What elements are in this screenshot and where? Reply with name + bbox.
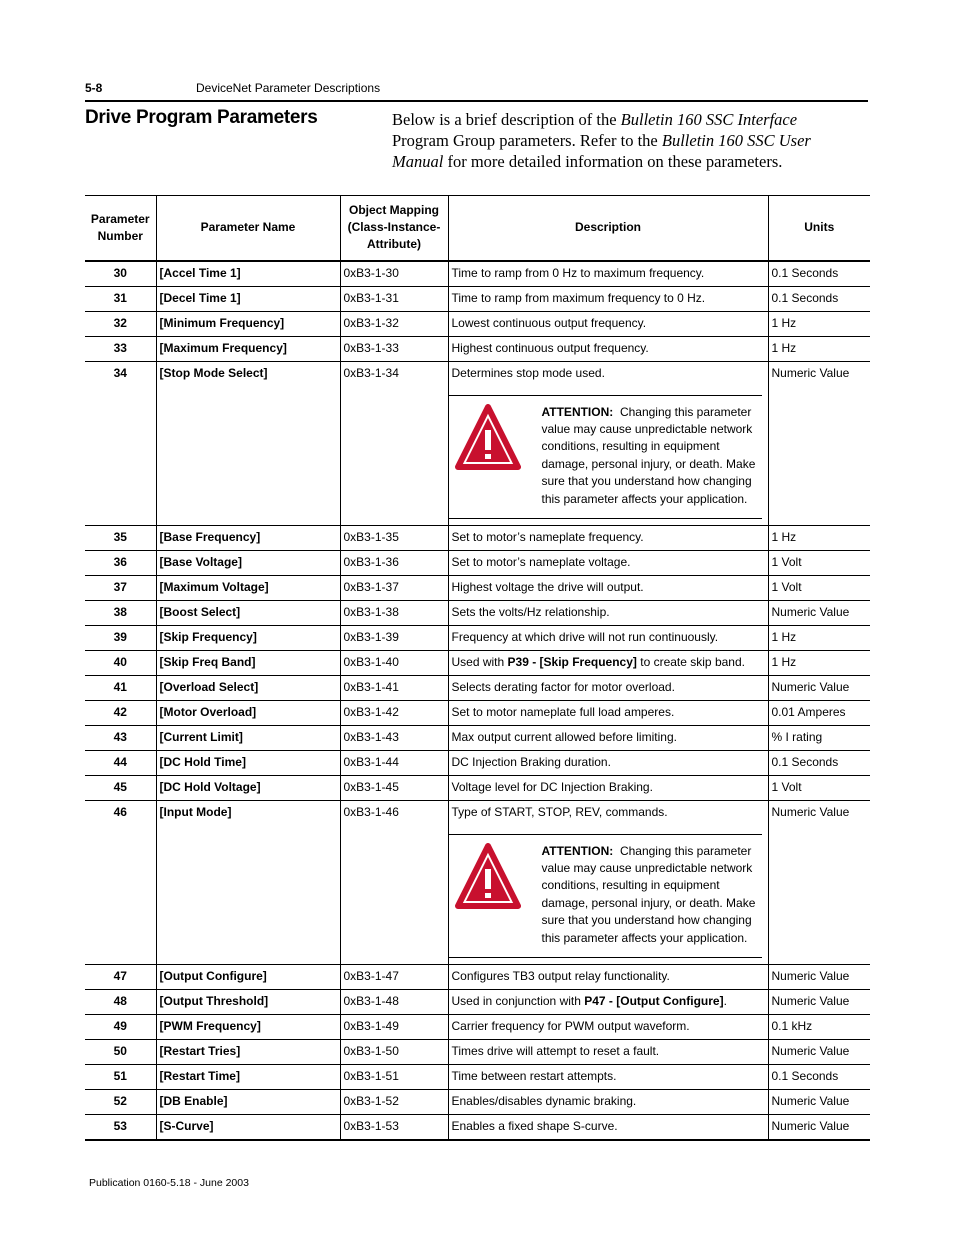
description-text: Highest continuous output frequency. [451,340,649,355]
attention-text [542,843,762,947]
attention-box [449,395,762,519]
page-header [85,80,868,102]
param-number: 32 [85,311,156,336]
col-header-name: Parameter Name [156,196,340,261]
param-units: Numeric Value [768,361,870,525]
table-row [85,600,870,625]
param-mapping: 0xB3-1-39 [340,625,448,650]
param-name: [Motor Overload] [156,700,340,725]
table-row [85,700,870,725]
attention-text [542,404,762,508]
param-units: 0.1 Seconds [768,286,870,311]
param-mapping: 0xB3-1-38 [340,600,448,625]
param-units: Numeric Value [768,600,870,625]
table-row [85,775,870,800]
param-number: 44 [85,750,156,775]
param-number: 39 [85,625,156,650]
param-description [448,575,768,600]
param-mapping: 0xB3-1-33 [340,336,448,361]
param-name: [Minimum Frequency] [156,311,340,336]
description-param-ref: P47 - [Output Configure] [584,993,724,1008]
param-mapping: 0xB3-1-49 [340,1014,448,1039]
param-name: [Base Frequency] [156,525,340,550]
header-title: DeviceNet Parameter Descriptions [196,81,381,95]
description-text: Set to motor’s nameplate voltage. [451,554,631,569]
param-description [448,700,768,725]
page-number: 5-8 [85,81,103,95]
param-number: 46 [85,800,156,964]
param-description [448,964,768,989]
param-mapping: 0xB3-1-42 [340,700,448,725]
param-description [448,286,768,311]
param-description [448,525,768,550]
description-text: Set to motor’s nameplate frequency. [451,529,644,544]
description-text: Time between restart attempts. [451,1068,617,1083]
param-mapping: 0xB3-1-35 [340,525,448,550]
param-name: [S-Curve] [156,1114,340,1140]
intro-text-3: for more detailed information on these parameters. [443,152,783,171]
description-text: DC Injection Braking duration. [451,754,611,769]
param-mapping: 0xB3-1-43 [340,725,448,750]
param-units: 1 Hz [768,336,870,361]
table-row [85,989,870,1014]
param-description [448,1064,768,1089]
intro-paragraph [392,109,842,172]
param-name: [Output Threshold] [156,989,340,1014]
param-units: % I rating [768,725,870,750]
param-description [448,650,768,675]
param-description [448,261,768,287]
param-number: 48 [85,989,156,1014]
description-text: Used with [451,654,508,669]
param-description [448,750,768,775]
param-units: 0.1 Seconds [768,1064,870,1089]
param-description [448,775,768,800]
param-description [448,336,768,361]
param-units: 1 Hz [768,311,870,336]
param-name: [DC Hold Voltage] [156,775,340,800]
param-number: 41 [85,675,156,700]
param-description [448,989,768,1014]
param-units: 1 Volt [768,575,870,600]
param-number: 50 [85,1039,156,1064]
param-units: Numeric Value [768,800,870,964]
param-units: Numeric Value [768,675,870,700]
table-row [85,964,870,989]
table-row [85,1039,870,1064]
param-description [448,1039,768,1064]
param-mapping: 0xB3-1-31 [340,286,448,311]
param-number: 35 [85,525,156,550]
param-name: [Boost Select] [156,600,340,625]
description-text: Enables/disables dynamic braking. [451,1093,637,1108]
col-header-number: Parameter Number [85,196,156,261]
param-number: 47 [85,964,156,989]
param-mapping: 0xB3-1-50 [340,1039,448,1064]
param-name: [Decel Time 1] [156,286,340,311]
param-number: 43 [85,725,156,750]
param-number: 53 [85,1114,156,1140]
param-mapping: 0xB3-1-44 [340,750,448,775]
param-name: [Skip Freq Band] [156,650,340,675]
param-name: [Maximum Frequency] [156,336,340,361]
description-text: Set to motor nameplate full load amperes. [451,704,675,719]
param-number: 51 [85,1064,156,1089]
param-units: 1 Volt [768,775,870,800]
description-text: Lowest continuous output frequency. [451,315,647,330]
table-header-row [85,196,870,261]
param-units: 1 Volt [768,550,870,575]
param-mapping: 0xB3-1-34 [340,361,448,525]
param-name: [Accel Time 1] [156,261,340,287]
param-name: [PWM Frequency] [156,1014,340,1039]
param-description [448,725,768,750]
parameters-table [85,195,870,1141]
description-text: Selects derating factor for motor overload. [451,679,675,694]
param-units: Numeric Value [768,1114,870,1140]
param-mapping: 0xB3-1-53 [340,1114,448,1140]
param-description [448,1114,768,1140]
description-text: Frequency at which drive will not run continuously. [451,629,719,644]
param-units: 1 Hz [768,625,870,650]
col-header-description: Description [448,196,768,261]
table-row [85,675,870,700]
param-description [448,1014,768,1039]
description-text: Times drive will attempt to reset a fault. [451,1043,660,1058]
param-name: [Input Mode] [156,800,340,964]
param-mapping: 0xB3-1-41 [340,675,448,700]
param-units: Numeric Value [768,964,870,989]
param-mapping: 0xB3-1-36 [340,550,448,575]
param-name: [Skip Frequency] [156,625,340,650]
description-text: Time to ramp from 0 Hz to maximum frequency. [451,265,705,280]
description-text: Configures TB3 output relay functionality. [451,968,670,983]
param-name: [Current Limit] [156,725,340,750]
param-units: Numeric Value [768,989,870,1014]
param-mapping: 0xB3-1-51 [340,1064,448,1089]
param-name: [Maximum Voltage] [156,575,340,600]
param-description [448,1089,768,1114]
table-row [85,575,870,600]
param-units: 0.1 Seconds [768,261,870,287]
attention-box [449,834,762,958]
param-mapping: 0xB3-1-47 [340,964,448,989]
table-row [85,1089,870,1114]
param-number: 34 [85,361,156,525]
param-units: 0.1 kHz [768,1014,870,1039]
warning-icon [455,404,521,470]
param-number: 40 [85,650,156,675]
table-row [85,625,870,650]
description-text: Enables a fixed shape S-curve. [451,1118,618,1133]
intro-italic-1: Bulletin 160 SSC Interface [620,110,798,129]
table-row [85,261,870,287]
description-text: . [723,993,727,1008]
attention-message: Changing this parameter value may cause unpredictable network conditions, resulting in equipment damage, personal injury, or death. Make sure that you understand how changing this parameter affects your application. [541,843,756,945]
description-text: Voltage level for DC Injection Braking. [451,779,653,794]
param-name: [Stop Mode Select] [156,361,340,525]
param-number: 49 [85,1014,156,1039]
param-units: 0.1 Seconds [768,750,870,775]
description-text: to create skip band. [636,654,745,669]
intro-italic-2: Bulletin 160 SSC User Manual [392,131,811,171]
attention-message: Changing this parameter value may cause unpredictable network conditions, resulting in equipment damage, personal injury, or death. Make sure that you understand how changing this parameter affects your application. [541,404,756,506]
param-mapping: 0xB3-1-32 [340,311,448,336]
col-header-mapping: Object Mapping (Class-Instance-Attribute) [340,196,448,261]
param-mapping: 0xB3-1-45 [340,775,448,800]
description-text: Time to ramp from maximum frequency to 0 Hz. [451,290,706,305]
attention-label: ATTENTION: [541,404,614,419]
intro-text-2: Program Group parameters. Refer to the [392,131,662,150]
param-number: 42 [85,700,156,725]
publication-footer: Publication 0160-5.18 - June 2003 [89,1177,249,1189]
param-name: [Output Configure] [156,964,340,989]
param-description [448,361,768,525]
description-param-ref: P39 - [Skip Frequency] [507,654,637,669]
param-description [448,625,768,650]
table-row [85,1064,870,1089]
param-mapping: 0xB3-1-40 [340,650,448,675]
attention-label: ATTENTION: [541,843,614,858]
description-text: Carrier frequency for PWM output waveform. [451,1018,690,1033]
param-name: [Base Voltage] [156,550,340,575]
param-units: Numeric Value [768,1089,870,1114]
param-number: 52 [85,1089,156,1114]
param-number: 36 [85,550,156,575]
table-row [85,336,870,361]
param-description [448,675,768,700]
description-text: Type of START, STOP, REV, commands. [451,804,668,819]
description-text: Sets the volts/Hz relationship. [451,604,610,619]
param-name: [DC Hold Time] [156,750,340,775]
table-row [85,1114,870,1140]
table-row [85,750,870,775]
param-units: Numeric Value [768,1039,870,1064]
param-mapping: 0xB3-1-30 [340,261,448,287]
description-text: Determines stop mode used. [451,365,605,380]
description-text: Highest voltage the drive will output. [451,579,644,594]
table-row [85,525,870,550]
section-heading: Drive Program Parameters [85,107,318,128]
intro-text-1: Below is a brief description of the [392,110,621,129]
param-number: 30 [85,261,156,287]
table-row [85,550,870,575]
table-row [85,286,870,311]
param-units: 0.01 Amperes [768,700,870,725]
table-row [85,725,870,750]
description-text: Used in conjunction with [451,993,585,1008]
param-mapping: 0xB3-1-48 [340,989,448,1014]
param-mapping: 0xB3-1-52 [340,1089,448,1114]
param-description [448,311,768,336]
col-header-units: Units [768,196,870,261]
param-number: 33 [85,336,156,361]
table-row [85,361,870,525]
param-name: [Restart Time] [156,1064,340,1089]
table-row [85,800,870,964]
param-name: [Overload Select] [156,675,340,700]
table-row [85,1014,870,1039]
warning-icon [455,843,521,909]
param-number: 38 [85,600,156,625]
table-row [85,311,870,336]
param-mapping: 0xB3-1-46 [340,800,448,964]
table-row [85,650,870,675]
param-description [448,600,768,625]
param-units: 1 Hz [768,525,870,550]
param-number: 37 [85,575,156,600]
param-name: [Restart Tries] [156,1039,340,1064]
param-description [448,800,768,964]
description-text: Max output current allowed before limiting. [451,729,677,744]
param-name: [DB Enable] [156,1089,340,1114]
param-number: 45 [85,775,156,800]
param-description [448,550,768,575]
param-mapping: 0xB3-1-37 [340,575,448,600]
param-units: 1 Hz [768,650,870,675]
param-number: 31 [85,286,156,311]
table-body [85,261,870,1140]
